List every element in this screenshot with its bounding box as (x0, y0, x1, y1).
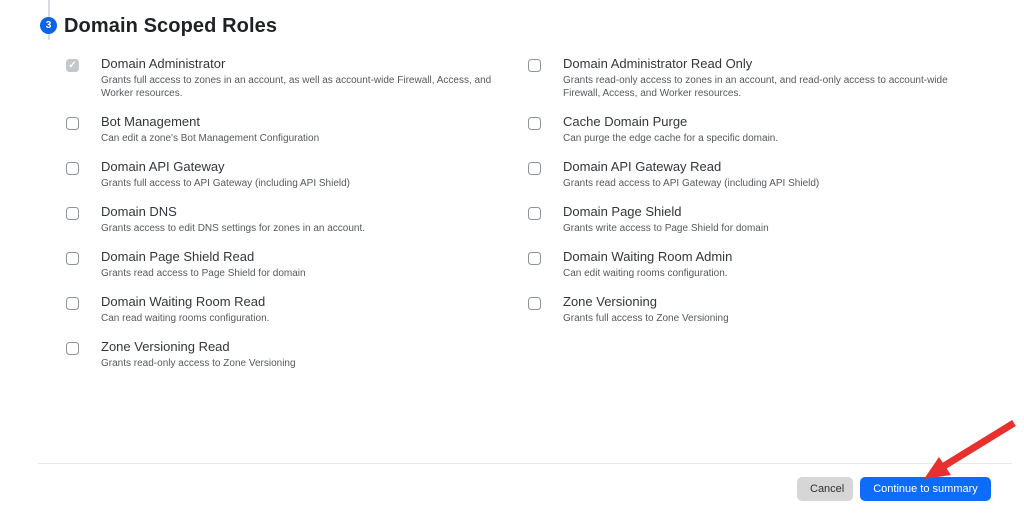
role-description: Grants write access to Page Shield for domain (563, 223, 769, 234)
role-title: Domain API Gateway Read (563, 159, 722, 174)
role-description: Can purge the edge cache for a specific domain. (563, 133, 779, 144)
role-text (563, 294, 729, 325)
role-text (101, 114, 319, 145)
role-item (528, 159, 1010, 190)
role-checkbox[interactable] (66, 252, 79, 265)
role-checkbox[interactable] (66, 117, 79, 130)
role-text (101, 339, 296, 370)
role-description: Grants read access to API Gateway (including API Shield) (563, 178, 820, 189)
role-checkbox[interactable] (528, 252, 541, 265)
role-checkbox[interactable] (66, 207, 79, 220)
role-title: Domain Waiting Room Read (101, 294, 266, 309)
role-description: Grants access to edit DNS settings for zones in an account. (101, 223, 366, 234)
role-item (528, 114, 1010, 145)
role-title: Domain Page Shield Read (101, 249, 255, 264)
role-title: Zone Versioning Read (101, 339, 230, 354)
step-number-badge: 3 (40, 17, 57, 34)
role-item (528, 294, 1010, 325)
role-checkbox[interactable] (528, 207, 541, 220)
role-text (101, 56, 507, 100)
role-item (528, 56, 1010, 100)
role-title: Domain Administrator Read Only (563, 56, 753, 71)
role-title: Zone Versioning (563, 294, 657, 309)
role-description: Grants read-only access to zones in an account, and read-only access to account-wide Firewall, Access, and Worker resources. (563, 75, 948, 99)
role-checkbox[interactable] (528, 162, 541, 175)
checkmark-icon: ✓ (68, 59, 77, 71)
role-description: Grants full access to API Gateway (including API Shield) (101, 178, 351, 189)
role-text (563, 204, 769, 235)
role-item (66, 114, 528, 145)
role-item (528, 249, 1010, 280)
role-text (101, 159, 350, 190)
role-text (101, 204, 365, 235)
page-title: Domain Scoped Roles (64, 15, 278, 37)
role-text (563, 249, 732, 280)
role-text (101, 294, 269, 325)
role-item (66, 204, 528, 235)
role-checkbox[interactable] (528, 59, 541, 72)
role-description: Grants read access to Page Shield for domain (101, 268, 306, 279)
role-item (66, 56, 528, 100)
role-title: Domain Administrator (101, 56, 226, 71)
role-checkbox[interactable] (66, 59, 79, 72)
continue-to-summary-button[interactable]: Continue to summary (860, 477, 991, 501)
role-title: Bot Management (101, 114, 201, 129)
role-item (66, 294, 528, 325)
role-text (101, 249, 306, 280)
role-item (528, 204, 1010, 235)
role-checkbox[interactable] (66, 162, 79, 175)
role-item (66, 159, 528, 190)
footer-divider (38, 463, 1012, 464)
role-description: Can edit waiting rooms configuration. (563, 268, 728, 279)
cancel-button[interactable]: Cancel (797, 477, 853, 501)
role-description: Grants read-only access to Zone Versioning (101, 358, 296, 369)
role-title: Domain DNS (101, 204, 177, 219)
role-text (563, 56, 969, 100)
role-item (66, 249, 528, 280)
role-title: Cache Domain Purge (563, 114, 688, 129)
role-description: Grants full access to Zone Versioning (563, 313, 729, 324)
role-text (563, 159, 819, 190)
role-description: Can read waiting rooms configuration. (101, 313, 270, 324)
roles-grid (66, 56, 1010, 370)
role-checkbox[interactable] (528, 117, 541, 130)
role-title: Domain API Gateway (101, 159, 225, 174)
role-checkbox[interactable] (66, 342, 79, 355)
role-checkbox[interactable] (528, 297, 541, 310)
role-description: Can edit a zone's Bot Management Configuration (101, 133, 320, 144)
role-text (563, 114, 778, 145)
role-checkbox[interactable] (66, 297, 79, 310)
role-item (66, 339, 528, 370)
role-description: Grants full access to zones in an account, as well as account-wide Firewall, Access, and Worker resources. (101, 75, 492, 99)
role-title: Domain Page Shield (563, 204, 682, 219)
role-title: Domain Waiting Room Admin (563, 249, 733, 264)
